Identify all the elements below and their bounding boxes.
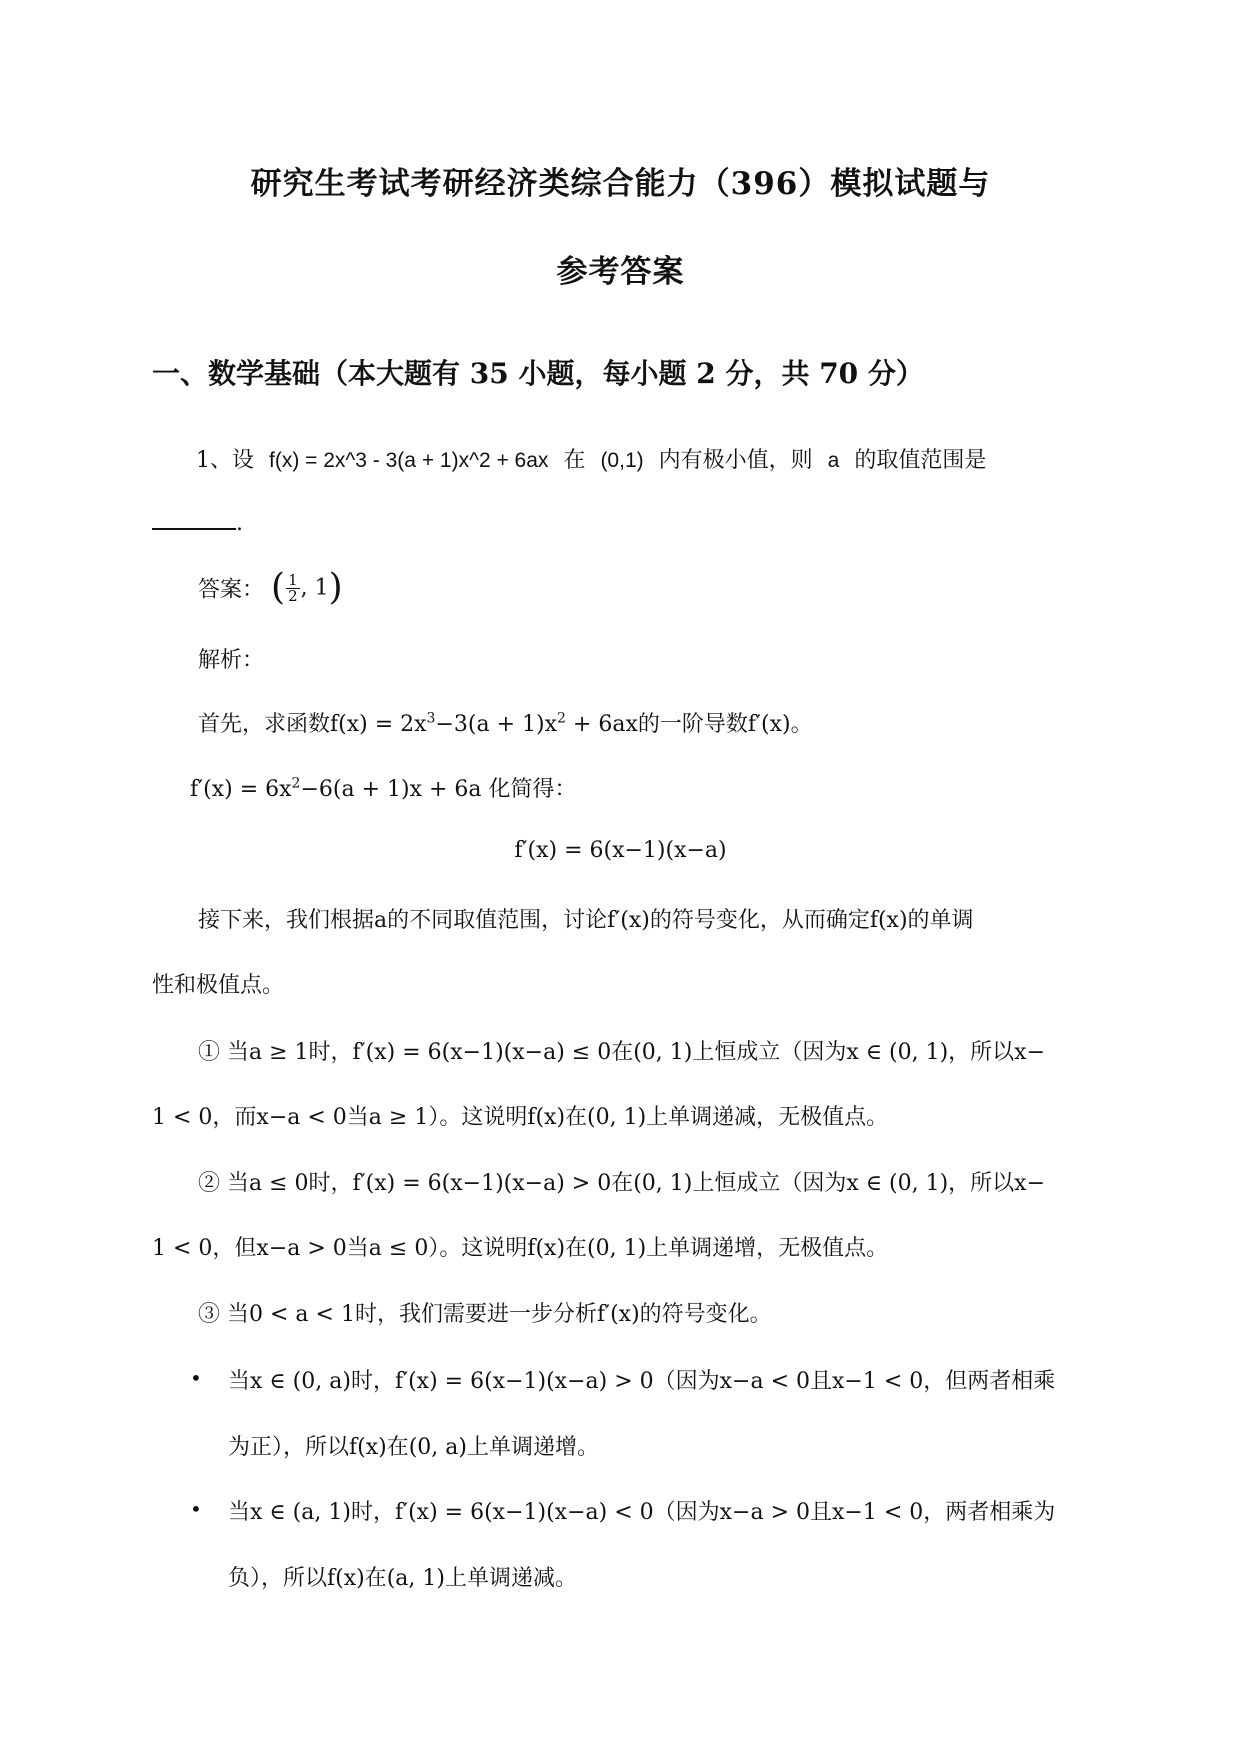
analysis-line-1 [198,707,813,738]
sub-case-2-line-2: 负），所以f(x)在(a, 1)上单调递减。 [228,1566,577,1591]
answer-rest: , 1 [300,575,329,601]
question-number: 1、设 [196,448,254,473]
blank-period: . [236,511,243,536]
analysis-text: −3(a + 1)x [435,712,558,737]
sub-case-1-line-1: 当x ∈ (0, a)时，f′(x) = 6(x−1)(x−a) > 0（因为x−a < 0且x−1 < 0，但两者相乘 [228,1369,1056,1394]
question-interval: (0,1) [600,449,644,472]
question-text: 在 [563,448,586,473]
analysis-line-4: 接下来，我们根据a的不同取值范围，讨论f′(x)的符号变化，从而确定f(x)的单调 [198,908,974,933]
answer-label: 答案： [198,577,265,603]
answer-blank [152,508,243,536]
analysis-text: f′(x) = 6x [190,777,292,802]
case-2-line-2: 1 < 0，但x−a > 0当a ≤ 0）。这说明f(x)在(0, 1)上单调递增，无极值点。 [152,1236,889,1261]
case-1-line-1: ① 当a ≥ 1时，f′(x) = 6(x−1)(x−a) ≤ 0在(0, 1)上恒成立（因为x ∈ (0, 1)，所以x− [198,1040,1046,1065]
answer-paren-close: ) [328,567,343,608]
analysis-text: 首先，求函数f(x) = 2x [198,712,427,737]
analysis-text: −6(a + 1)x + 6a 化简得： [300,777,577,802]
question-text: 的取值范围是 [854,448,987,473]
fraction-denominator: 2 [288,586,298,605]
question-function: f(x) = 2x^3 - 3(a + 1)x^2 + 6ax [269,449,549,472]
question-text: 内有极小值，则 [658,448,813,473]
bullet-icon: • [190,1366,202,1390]
question-variable: a [827,449,840,472]
superscript: 2 [557,710,566,727]
blank-line [152,508,236,530]
case-1-line-2: 1 < 0，而x−a < 0当a ≥ 1）。这说明f(x)在(0, 1)上单调递减，无极值点。 [152,1105,889,1130]
case-2-line-1: ② 当a ≤ 0时，f′(x) = 6(x−1)(x−a) > 0在(0, 1)上恒成立（因为x ∈ (0, 1)，所以x− [198,1171,1046,1196]
analysis-line-2 [190,772,577,803]
fraction-numerator: 1 [288,570,298,589]
analysis-line-5: 性和极值点。 [152,973,285,998]
analysis-text: + 6ax的一阶导数f′(x)。 [565,712,813,737]
sub-case-1-line-2: 为正），所以f(x)在(0, a)上单调递增。 [228,1435,599,1460]
document-title-line-2: 参考答案 [556,254,685,290]
answer-paren-open: ( [271,567,286,608]
superscript: 3 [426,710,436,727]
case-3-line: ③ 当0 < a < 1时，我们需要进一步分析f′(x)的符号变化。 [198,1302,772,1327]
analysis-label: 解析： [198,648,265,673]
answer-fraction [286,570,300,605]
answer-line [198,567,343,608]
section-heading: 一、数学基础（本大题有 35 小题，每小题 2 分，共 70 分） [152,357,924,390]
sub-case-2-line-1: 当x ∈ (a, 1)时，f′(x) = 6(x−1)(x−a) < 0（因为x−a > 0且x−1 < 0，两者相乘为 [228,1500,1056,1525]
question-1 [196,443,986,474]
analysis-line-3-centered: f′(x) = 6(x−1)(x−a) [514,838,727,863]
document-title-line-1: 研究生考试考研经济类综合能力（396）模拟试题与 [250,166,991,202]
bullet-icon: • [190,1497,202,1521]
superscript: 2 [291,775,301,792]
